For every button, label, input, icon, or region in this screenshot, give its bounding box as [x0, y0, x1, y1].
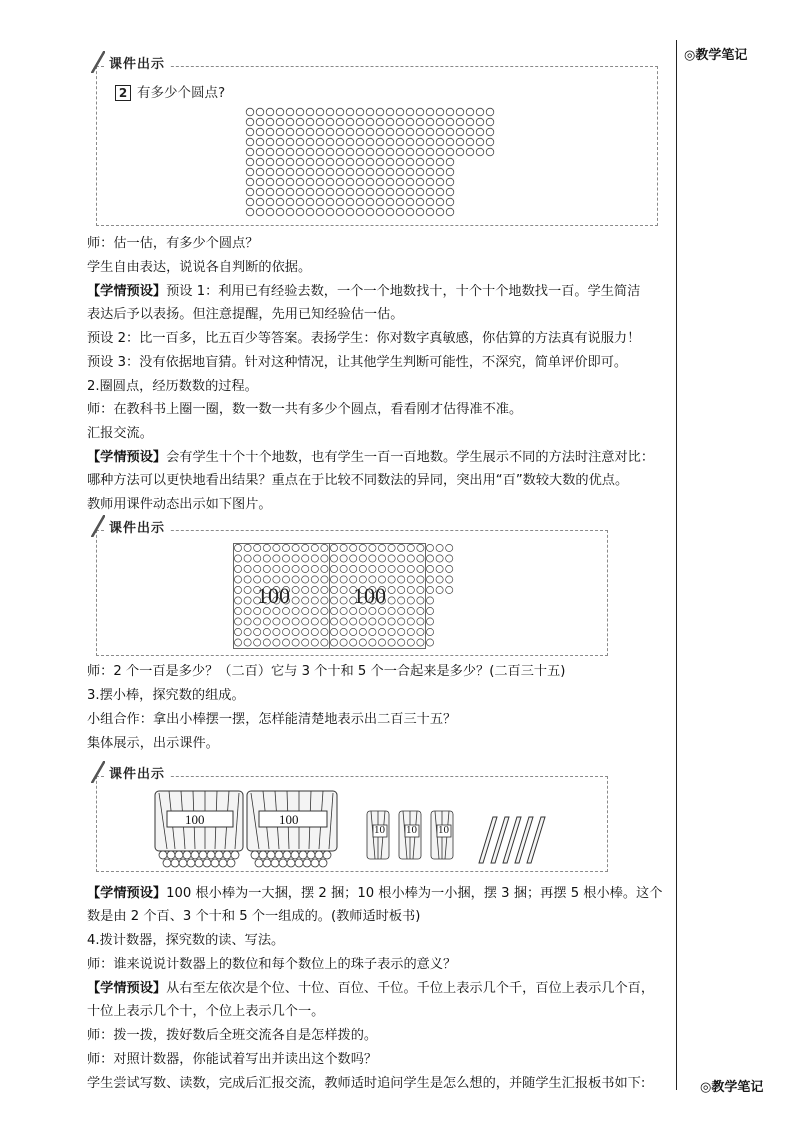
margin-divider: [676, 40, 677, 1090]
hundred-bundle-2: [247, 791, 337, 867]
text-line: 汇报交流。: [87, 426, 153, 441]
ten-label-3: 10: [438, 824, 449, 836]
courseware-panel-3: [96, 766, 608, 872]
text-line: 师：估一估，有多少个圆点？: [87, 236, 259, 251]
text-line: [87, 886, 662, 902]
side-note-top: ◎教学笔记: [684, 48, 748, 63]
panel-tag: [91, 515, 169, 537]
question-text: 有多少个圆点?: [137, 85, 226, 101]
text-line: 哪种方法可以更快地看出结果？重点在于比较不同数法的异同，突出用“百”数较大数的优点。: [87, 473, 629, 488]
panel-tag-label: 课件出示: [105, 53, 169, 72]
ten-label-2: 10: [406, 824, 417, 836]
bold-prefix: 【学情预设】: [87, 981, 167, 996]
courseware-panel-2: [96, 520, 608, 656]
single-sticks: [479, 817, 545, 863]
bold-prefix: 【学情预设】: [87, 284, 167, 299]
text-line: 学生自由表达，说说各自判断的依据。: [87, 260, 312, 275]
text-span: 会有学生十个十个地数，也有学生一百一百地数。学生展示不同的方法时注意对比：: [166, 450, 655, 465]
text-line: 预设 2：比一百多，比五百少等答案。表扬学生：你对数字真敏感，你估算的方法真有说服力！: [87, 331, 641, 346]
bold-prefix: 【学情预设】: [87, 886, 167, 901]
text-span: 100 根小棒为一大捆，摆 2 捆；10 根小棒为一小捆，摆 3 捆；再摆 5 根小棒。这个: [166, 886, 663, 901]
text-line: 学生尝试写数、读数，完成后汇报交流，教师适时追问学生是怎么想的，并随学生汇报板书如下:: [87, 1076, 646, 1091]
ten-label-1: 10: [374, 824, 385, 836]
text-span: 预设 1：利用已有经验去数，一个一个地数找十，十个十个地数找一百。学生简洁: [166, 284, 641, 299]
sticks-illustration: [97, 777, 609, 873]
text-line: 师：对照计数器，你能试着写出并读出这个数吗？: [87, 1052, 378, 1067]
text-line: [87, 981, 654, 997]
text-line: 师：拨一拨，拨好数后全班交流各自是怎样拨的。: [87, 1028, 378, 1043]
text-line: 十位上表示几个十，个位上表示几个一。: [87, 1004, 325, 1019]
text-line: 预设 3：没有依据地盲猜。针对这种情况，让其他学生判断可能性，不深究，简单评价即可。: [87, 355, 628, 370]
hundred-label-1: 100: [257, 583, 290, 608]
text-line: 3.摆小棒，探究数的组成。: [87, 688, 245, 703]
panel-tag-label: 课件出示: [105, 517, 169, 536]
bold-prefix: 【学情预设】: [87, 450, 167, 465]
dot-grid: [245, 107, 505, 219]
hundred-label-2: 100: [353, 583, 386, 608]
hundred-bundle-1: [155, 791, 243, 867]
bundle-label-1: 100: [185, 812, 205, 827]
bundle-label-2: 100: [279, 812, 299, 827]
courseware-panel-1: [96, 56, 658, 226]
text-line: 师：2 个一百是多少？（二百）它与 3 个十和 5 个一合起来是多少？(二百三十五): [87, 664, 566, 679]
slash-icon: [91, 51, 105, 73]
text-line: 师：在教科书上圈一圈，数一数一共有多少个圆点，看看刚才估得准不准。: [87, 402, 523, 417]
text-line: 4.拨计数器，探究数的读、写法。: [87, 933, 285, 948]
text-line: 表达后予以表扬。但注意提醒，先用已知经验估一估。: [87, 307, 404, 322]
question: [115, 81, 225, 101]
panel-tag: [91, 51, 169, 73]
text-line: 2.圈圆点，经历数数的过程。: [87, 379, 258, 394]
text-line: 师：谁来说说计数器上的数位和每个数位上的珠子表示的意义？: [87, 957, 457, 972]
text-line: 集体展示，出示课件。: [87, 736, 219, 751]
slash-icon: [91, 515, 105, 537]
question-number: 2: [115, 85, 131, 101]
text-span: 从右至左依次是个位、十位、百位、千位。千位上表示几个千，百位上表示几个百，: [166, 981, 655, 996]
text-line: 教师用课件动态出示如下图片。: [87, 497, 272, 512]
side-note-bottom: ◎教学笔记: [700, 1080, 764, 1095]
panel-tag-label: 课件出示: [105, 763, 169, 782]
text-line: 小组合作：拿出小棒摆一摆，怎样能清楚地表示出二百三十五？: [87, 712, 457, 727]
text-line: [87, 284, 640, 300]
text-line: [87, 450, 654, 466]
text-line: 数是由 2 个百、3 个十和 5 个一组成的。(教师适时板书): [87, 909, 421, 924]
